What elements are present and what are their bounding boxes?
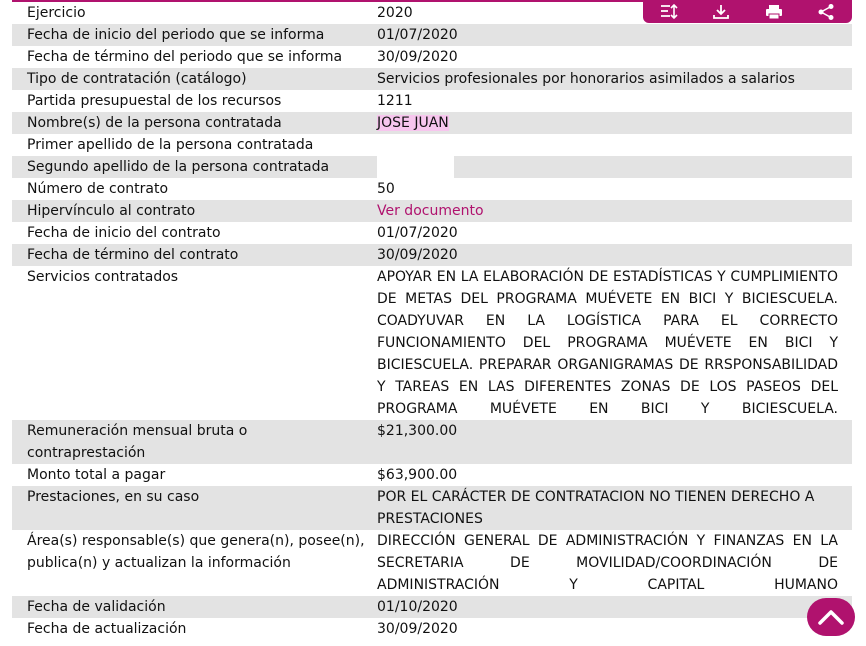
contract-details-table [12,2,852,640]
row-label: Partida presupuestal de los recursos [27,93,282,109]
row-contract-link [12,200,852,222]
row-services [12,266,852,420]
row-value: APOYAR EN LA ELABORACIÓN DE ESTADÍSTICAS Y CUMPLIMIENTO DE METAS DEL PROGRAMA MUÉVETE EN BICI Y BICIESCUELA. COADYUVAR EN LA LOGÍSTICA PARA EL CORRECTO FUNCIONAMIENTO DEL PROGRAMA MUÉVETE EN BICI Y BICIESCUELA. PREPARAR ORGANIGRAMAS DE RRSPONSABILIDAD Y TAREAS EN LAS DIFERENTES ZONAS DE LOS PASEOS DEL PROGRAMA MUÉVETE EN BICI Y BICIESCUELA. [377,269,838,417]
row-contract-end [12,244,852,266]
row-label: Fecha de inicio del contrato [27,225,221,241]
row-label: Fecha de término del contrato [27,247,239,263]
row-value [377,134,852,156]
chevron-up-icon [817,607,845,627]
row-value: $21,300.00 [377,423,458,439]
row-period-start [12,24,852,46]
row-contract-number [12,178,852,200]
row-label: Fecha de término del periodo que se informa [27,49,343,65]
row-value: 01/10/2020 [377,599,458,615]
row-update-date [12,618,852,640]
row-value: 50 [377,181,395,197]
second-surname-value [377,156,454,178]
view-document-link[interactable]: Ver documento [377,203,484,219]
row-value: 01/07/2020 [377,225,458,241]
row-period-end [12,46,852,68]
row-label: Prestaciones, en su caso [27,489,200,505]
row-label: Fecha de validación [27,599,166,615]
row-value: 30/09/2020 [377,49,458,65]
row-contract-start [12,222,852,244]
row-label: Segundo apellido de la persona contratada [27,159,330,175]
row-value: DIRECCIÓN GENERAL DE ADMINISTRACIÓN Y FINANZAS EN LA SECRETARIA DE MOVILIDAD/COORDINACIÓN DE ADMINISTRACIÓN Y CAPITAL HUMANO [377,533,838,593]
row-first-surname [12,134,852,156]
row-benefits [12,486,852,530]
row-label: Primer apellido de la persona contratada [27,137,314,153]
row-budget-item [12,90,852,112]
row-responsible-area [12,530,852,596]
row-label: Fecha de inicio del periodo que se informa [27,27,325,43]
row-label: Número de contrato [27,181,169,197]
row-contract-type [12,68,852,90]
row-second-surname [12,156,852,178]
row-label: Área(s) responsable(s) que genera(n), posee(n), publica(n) y actualizan la información [27,533,365,571]
row-value: POR EL CARÁCTER DE CONTRATACION NO TIENEN DERECHO A PRESTACIONES [377,489,815,527]
row-label: Tipo de contratación (catálogo) [27,71,247,87]
row-value: 30/09/2020 [377,621,458,637]
row-ejercicio [12,2,852,24]
row-label: Servicios contratados [27,269,179,285]
row-value: 30/09/2020 [377,247,458,263]
row-value: Servicios profesionales por honorarios asimilados a salarios [377,71,795,87]
row-value: $63,900.00 [377,467,458,483]
row-label: Ejercicio [27,5,86,21]
row-label: Monto total a pagar [27,467,166,483]
row-label: Nombre(s) de la persona contratada [27,115,282,131]
row-label: Fecha de actualización [27,621,187,637]
row-value: 2020 [377,5,413,21]
row-monthly-pay [12,420,852,464]
row-validation-date [12,596,852,618]
row-label: Hipervínculo al contrato [27,203,196,219]
row-total-amount [12,464,852,486]
person-name-value: JOSE JUAN [377,115,449,131]
row-label: Remuneración mensual bruta o contraprestación [27,423,248,461]
scroll-to-top-button[interactable] [807,598,855,636]
row-value: 1211 [377,93,413,109]
row-value: 01/07/2020 [377,27,458,43]
row-person-name [12,112,852,134]
